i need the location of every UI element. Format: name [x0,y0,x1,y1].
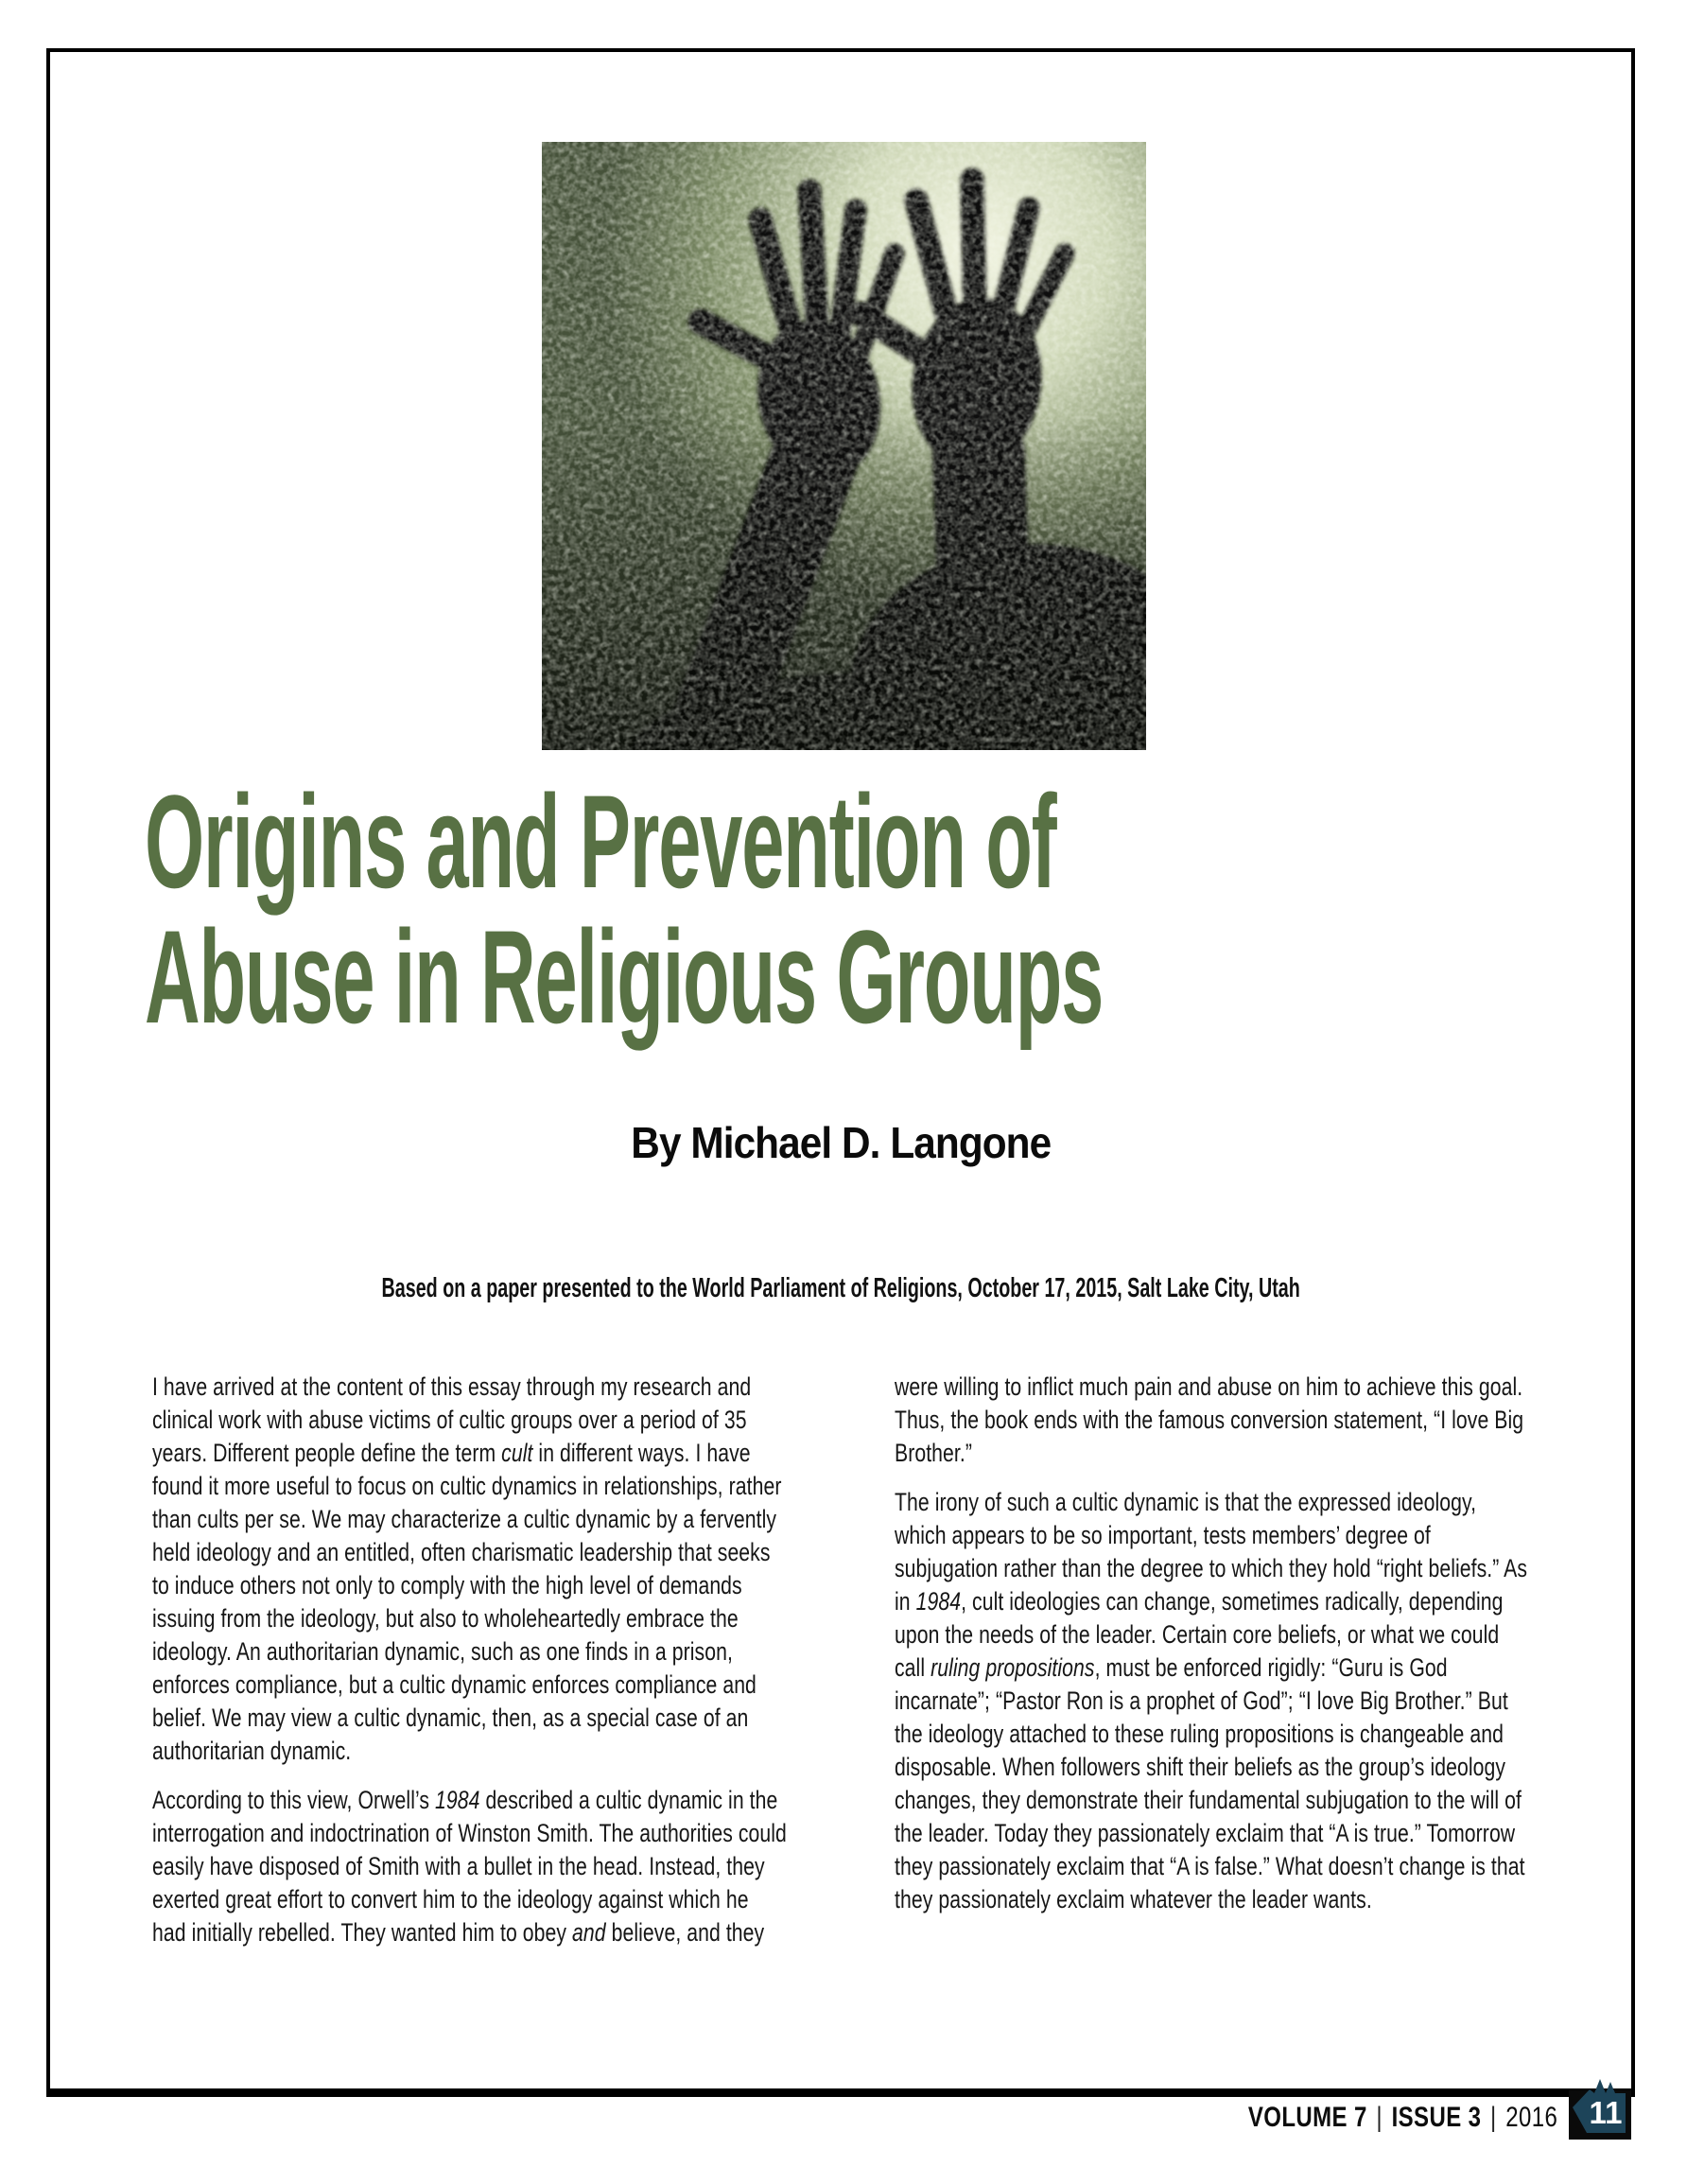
byline-row [46,1117,1635,1168]
article-title [145,767,1687,1051]
paragraph: The irony of such a cultic dynamic is that the expressed ideology, which appears to be so important, tests members’ degree of subjugation rather than the degree to which they hold “right beliefs.” As in 1984, cult ideologies can change, sometimes radically, depending upon the needs of the leader. Certain core beliefs, or what we could call ruling propositions, must be enforced rigidly: “Guru is God incarnate”; “Pastor Ron is a prophet of God”; “I love Big Brother.” But the ideology attached to these ruling propositions is changeable and disposable. When followers shift their beliefs as the group’s ideology changes, they demonstrate their fundamental subjugation to the will of the leader. Today they passionately exclaim that “A is true.” Tomorrow they passionately exclaim that “A is false.” What doesn’t change is that they passionately exclaim whatever the leader wants. [895,1488,1528,1913]
article-title-line1: Origins and Prevention of [145,767,1056,916]
footer [46,2102,1557,2134]
page-number: 11 [1589,2095,1623,2130]
footer-issue: ISSUE 3 [1391,2102,1482,2133]
body-column-right [895,1371,1530,1916]
presentation-note: Based on a paper presented to the World Parliament of Religions, October 17, 2015, Salt Lake City, Utah [381,1273,1300,1303]
byline: By Michael D. Langone [631,1118,1051,1167]
paragraph: According to this view, Orwell’s 1984 described a cultic dynamic in the interrogation and indoctrination of Winston Smith. The authorities could easily have disposed of Smith with a bullet in the head. Instead, they exerted great effort to convert him to the ideology against which he had initially rebelled. They wanted him to obey and believe, and they [152,1786,787,1947]
body-column-left [152,1371,788,1949]
footer-separator: | [1376,2102,1383,2133]
pebble-texture-overlay [542,142,1146,750]
footer-separator: | [1489,2102,1497,2133]
paragraph: I have arrived at the content of this essay through my research and clinical work with abuse victims of cultic groups over a period of 35 years. Different people define the term cult in different ways. I have found it more useful to focus on cultic dynamics in relationships, rather than cults per se. We may characterize a cultic dynamic by a fervently held ideology and an entitled, often charismatic leadership that seeks to induce others not only to comply with the high level of demands issuing from the ideology, but also to wholeheartedly embrace the ideology. An authoritarian dynamic, such as one finds in a prison, enforces compliance, but a cultic dynamic enforces compliance and belief. We may view a cultic dynamic, then, as a special case of an authoritarian dynamic. [152,1372,782,1765]
presentation-note-row [46,1273,1635,1304]
footer-year: 2016 [1505,2102,1557,2133]
page-number-tag [1571,2077,1627,2138]
article-title-line2: Abuse in Religious Groups [145,902,1104,1051]
paragraph: were willing to inflict much pain and abuse on him to achieve this goal. Thus, the book ends with the famous conversion statement, “I love Big Brother.” [895,1372,1524,1467]
hands-silhouette-photo [542,142,1146,750]
footer-volume: VOLUME 7 [1247,2102,1367,2133]
bottom-rule [46,2088,1635,2097]
